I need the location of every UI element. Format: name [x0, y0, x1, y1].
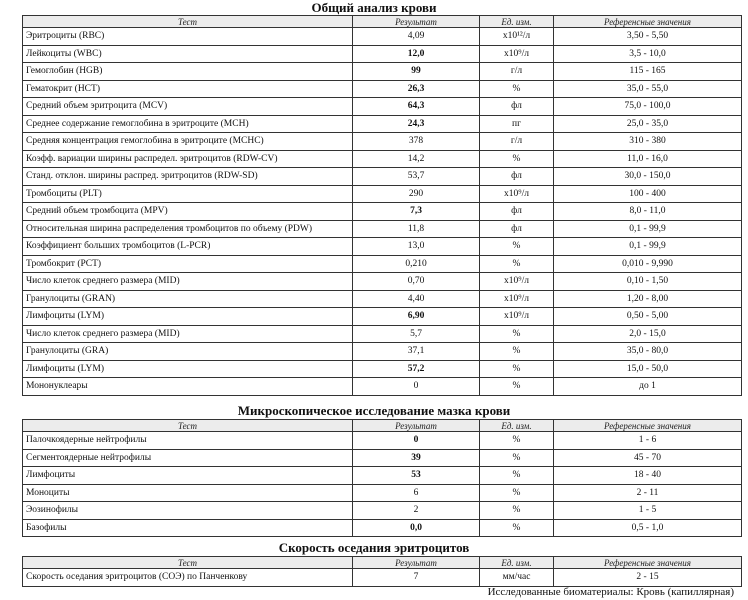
- result-cell: 39: [353, 449, 480, 467]
- reference-cell: 18 - 40: [554, 467, 742, 485]
- reference-cell: 115 - 165: [554, 63, 742, 81]
- table-row: [23, 168, 742, 186]
- reference-cell: 0,50 - 5,00: [554, 308, 742, 326]
- header-test: Тест: [23, 16, 353, 28]
- table-row: [23, 449, 742, 467]
- table-row: [23, 45, 742, 63]
- unit-cell: фл: [480, 220, 554, 238]
- reference-cell: 2 - 15: [554, 569, 742, 587]
- result-cell: 99: [353, 63, 480, 81]
- unit-cell: x10⁹/л: [480, 290, 554, 308]
- table-row: [23, 308, 742, 326]
- table-row: [23, 203, 742, 221]
- unit-cell: %: [480, 80, 554, 98]
- table-row: [23, 467, 742, 485]
- table-row: [23, 98, 742, 116]
- table-row: [23, 343, 742, 361]
- unit-cell: мм/час: [480, 569, 554, 587]
- test-name-cell: Относительная ширина распределения тромбоцитов по объему (PDW): [23, 220, 353, 238]
- result-cell: 4,40: [353, 290, 480, 308]
- unit-cell: пг: [480, 115, 554, 133]
- header-reference: Референсные значения: [554, 420, 742, 432]
- smear-table: [22, 419, 742, 537]
- test-name-cell: Тромбокрит (PCT): [23, 255, 353, 273]
- test-name-cell: Эритроциты (RBC): [23, 28, 353, 46]
- unit-cell: фл: [480, 98, 554, 116]
- result-cell: 2: [353, 502, 480, 520]
- test-name-cell: Скорость оседания эритроцитов (СОЭ) по Панченкову: [23, 569, 353, 587]
- result-cell: 26,3: [353, 80, 480, 98]
- result-cell: 11,8: [353, 220, 480, 238]
- result-cell: 13,0: [353, 238, 480, 256]
- reference-cell: 2 - 11: [554, 484, 742, 502]
- section-title-smear: Микроскопическое исследование мазка крови: [237, 403, 511, 418]
- reference-cell: 3,5 - 10,0: [554, 45, 742, 63]
- unit-cell: x10⁹/л: [480, 273, 554, 291]
- reference-cell: 11,0 - 16,0: [554, 150, 742, 168]
- table-row: [23, 150, 742, 168]
- test-name-cell: Среднее содержание гемоглобина в эритроците (MCH): [23, 115, 353, 133]
- result-cell: 6: [353, 484, 480, 502]
- test-name-cell: Палочкоядерные нейтрофилы: [23, 432, 353, 450]
- unit-cell: фл: [480, 168, 554, 186]
- header-unit: Ед. изм.: [480, 16, 554, 28]
- test-name-cell: Сегментоядерные нейтрофилы: [23, 449, 353, 467]
- esr-table: [22, 556, 742, 587]
- header-reference: Референсные значения: [554, 557, 742, 569]
- reference-cell: 25,0 - 35,0: [554, 115, 742, 133]
- header-result: Результат: [353, 420, 480, 432]
- reference-cell: 1,20 - 8,00: [554, 290, 742, 308]
- result-cell: 12,0: [353, 45, 480, 63]
- table-row: [23, 569, 742, 587]
- unit-cell: %: [480, 238, 554, 256]
- table-row: [23, 360, 742, 378]
- unit-cell: %: [480, 325, 554, 343]
- reference-cell: 3,50 - 5,50: [554, 28, 742, 46]
- table-row: [23, 502, 742, 520]
- test-name-cell: Базофилы: [23, 519, 353, 537]
- test-name-cell: Число клеток среднего размера (MID): [23, 273, 353, 291]
- table-row: [23, 290, 742, 308]
- table-header-row: [23, 420, 742, 432]
- test-name-cell: Гранулоциты (GRA): [23, 343, 353, 361]
- header-unit: Ед. изм.: [480, 420, 554, 432]
- test-name-cell: Средняя концентрация гемоглобина в эритроците (MCHC): [23, 133, 353, 151]
- test-name-cell: Моноциты: [23, 484, 353, 502]
- unit-cell: %: [480, 502, 554, 520]
- test-name-cell: Эозинофилы: [23, 502, 353, 520]
- table-row: [23, 220, 742, 238]
- test-name-cell: Коэффициент больших тромбоцитов (L-PCR): [23, 238, 353, 256]
- section-title-general-blood: Общий анализ крови: [311, 0, 437, 15]
- unit-cell: x10¹²/л: [480, 28, 554, 46]
- result-cell: 0,210: [353, 255, 480, 273]
- test-name-cell: Средний объем тромбоцита (MPV): [23, 203, 353, 221]
- result-cell: 6,90: [353, 308, 480, 326]
- result-cell: 0: [353, 378, 480, 396]
- result-cell: 0: [353, 432, 480, 450]
- unit-cell: %: [480, 343, 554, 361]
- table-row: [23, 378, 742, 396]
- header-reference: Референсные значения: [554, 16, 742, 28]
- unit-cell: x10⁹/л: [480, 308, 554, 326]
- table-row: [23, 115, 742, 133]
- reference-cell: 0,5 - 1,0: [554, 519, 742, 537]
- table-row: [23, 519, 742, 537]
- reference-cell: 100 - 400: [554, 185, 742, 203]
- table-row: [23, 80, 742, 98]
- header-result: Результат: [353, 557, 480, 569]
- test-name-cell: Гранулоциты (GRAN): [23, 290, 353, 308]
- result-cell: 4,09: [353, 28, 480, 46]
- reference-cell: 0,010 - 9,990: [554, 255, 742, 273]
- table-row: [23, 28, 742, 46]
- unit-cell: %: [480, 360, 554, 378]
- test-name-cell: Средний объем эритроцита (MCV): [23, 98, 353, 116]
- reference-cell: 30,0 - 150,0: [554, 168, 742, 186]
- unit-cell: %: [480, 432, 554, 450]
- biomaterial-footer: Исследованные биоматериалы: Кровь (капиллярная): [487, 586, 734, 598]
- reference-cell: 35,0 - 55,0: [554, 80, 742, 98]
- result-cell: 378: [353, 133, 480, 151]
- unit-cell: x10⁹/л: [480, 45, 554, 63]
- reference-cell: 1 - 5: [554, 502, 742, 520]
- test-name-cell: Гемоглобин (HGB): [23, 63, 353, 81]
- reference-cell: 75,0 - 100,0: [554, 98, 742, 116]
- test-name-cell: Лимфоциты (LYM): [23, 308, 353, 326]
- result-cell: 5,7: [353, 325, 480, 343]
- reference-cell: 310 - 380: [554, 133, 742, 151]
- unit-cell: %: [480, 449, 554, 467]
- test-name-cell: Гематокрит (HCT): [23, 80, 353, 98]
- test-name-cell: Число клеток среднего размера (MID): [23, 325, 353, 343]
- reference-cell: 1 - 6: [554, 432, 742, 450]
- table-header-row: [23, 557, 742, 569]
- result-cell: 24,3: [353, 115, 480, 133]
- header-test: Тест: [23, 557, 353, 569]
- result-cell: 7: [353, 569, 480, 587]
- table-row: [23, 133, 742, 151]
- header-test: Тест: [23, 420, 353, 432]
- table-row: [23, 484, 742, 502]
- result-cell: 53: [353, 467, 480, 485]
- test-name-cell: Тромбоциты (PLT): [23, 185, 353, 203]
- reference-cell: 0,1 - 99,9: [554, 238, 742, 256]
- section-title-esr: Скорость оседания эритроцитов: [278, 540, 470, 555]
- unit-cell: %: [480, 255, 554, 273]
- reference-cell: 8,0 - 11,0: [554, 203, 742, 221]
- table-row: [23, 273, 742, 291]
- reference-cell: 0,1 - 99,9: [554, 220, 742, 238]
- table-row: [23, 238, 742, 256]
- unit-cell: г/л: [480, 63, 554, 81]
- result-cell: 64,3: [353, 98, 480, 116]
- reference-cell: 2,0 - 15,0: [554, 325, 742, 343]
- test-name-cell: Лейкоциты (WBC): [23, 45, 353, 63]
- general-blood-table: [22, 15, 742, 396]
- table-row: [23, 432, 742, 450]
- result-cell: 7,3: [353, 203, 480, 221]
- unit-cell: г/л: [480, 133, 554, 151]
- test-name-cell: Мононуклеары: [23, 378, 353, 396]
- table-row: [23, 325, 742, 343]
- unit-cell: %: [480, 467, 554, 485]
- result-cell: 0,70: [353, 273, 480, 291]
- reference-cell: 35,0 - 80,0: [554, 343, 742, 361]
- reference-cell: 45 - 70: [554, 449, 742, 467]
- table-row: [23, 185, 742, 203]
- header-result: Результат: [353, 16, 480, 28]
- result-cell: 37,1: [353, 343, 480, 361]
- unit-cell: %: [480, 378, 554, 396]
- unit-cell: %: [480, 150, 554, 168]
- test-name-cell: Коэфф. вариации ширины распредел. эритроцитов (RDW-CV): [23, 150, 353, 168]
- test-name-cell: Станд. отклон. ширины распред. эритроцитов (RDW-SD): [23, 168, 353, 186]
- result-cell: 57,2: [353, 360, 480, 378]
- result-cell: 290: [353, 185, 480, 203]
- table-row: [23, 255, 742, 273]
- header-unit: Ед. изм.: [480, 557, 554, 569]
- result-cell: 0,0: [353, 519, 480, 537]
- table-header-row: [23, 16, 742, 28]
- reference-cell: 15,0 - 50,0: [554, 360, 742, 378]
- unit-cell: %: [480, 519, 554, 537]
- table-row: [23, 63, 742, 81]
- test-name-cell: Лимфоциты: [23, 467, 353, 485]
- reference-cell: до 1: [554, 378, 742, 396]
- unit-cell: %: [480, 484, 554, 502]
- test-name-cell: Лимфоциты (LYM): [23, 360, 353, 378]
- result-cell: 53,7: [353, 168, 480, 186]
- result-cell: 14,2: [353, 150, 480, 168]
- unit-cell: фл: [480, 203, 554, 221]
- unit-cell: x10⁹/л: [480, 185, 554, 203]
- reference-cell: 0,10 - 1,50: [554, 273, 742, 291]
